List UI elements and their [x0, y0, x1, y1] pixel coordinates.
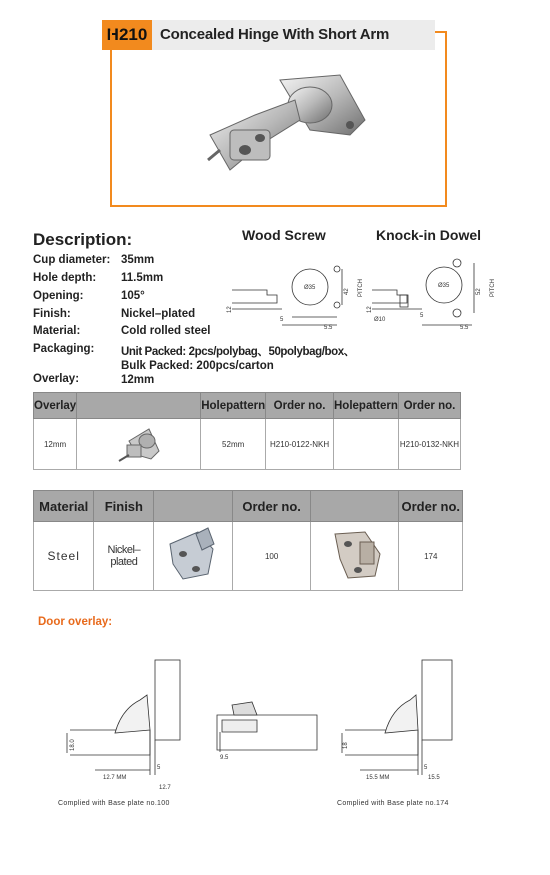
- dim-label: 5.5: [324, 325, 333, 331]
- order-table-overlay: [33, 392, 461, 470]
- col-header: Overlay: [34, 393, 77, 419]
- col-header: Order no.: [398, 393, 460, 419]
- dim-label: Ø35: [438, 283, 450, 289]
- spec-label: Overlay:: [33, 373, 80, 385]
- dim-label: PITCH: [490, 279, 496, 297]
- order-table-baseplate: [33, 490, 463, 591]
- dim-label: Ø10: [374, 317, 386, 323]
- table-cell: Nickel–plated: [94, 522, 154, 591]
- col-header: Holepattern: [334, 393, 399, 419]
- spec-value: 11.5mm: [121, 272, 164, 284]
- caption-left: Complied with Base plate no.100: [58, 800, 170, 807]
- dim-label: 5: [424, 765, 428, 771]
- dim-label: 5.5: [460, 325, 469, 331]
- dim-label: 5: [280, 317, 284, 323]
- overlay-drawing-left: [55, 655, 190, 795]
- dim-label: 12.7: [159, 785, 171, 791]
- knock-in-title: Knock-in Dowel: [376, 227, 482, 243]
- table-cell: [334, 419, 399, 470]
- col-header: Finish: [94, 491, 154, 522]
- dim-label: 12.7 MM: [103, 775, 127, 781]
- col-header: Material: [34, 491, 94, 522]
- col-header: [77, 393, 201, 419]
- baseplate-100-image: [158, 524, 228, 584]
- spec-value: 105°: [121, 290, 145, 302]
- dim-label: 5: [420, 313, 424, 319]
- table-cell: 100: [232, 522, 311, 591]
- table-row: [34, 419, 461, 470]
- table-cell: 12mm: [34, 419, 77, 470]
- col-header: Order no.: [266, 393, 334, 419]
- col-header: [311, 491, 399, 522]
- baseplate-100-cell: [154, 522, 233, 591]
- hinge-thumbnail: [109, 421, 169, 465]
- dim-label: 9.5: [220, 755, 229, 761]
- hinge-thumbnail-cell: [77, 419, 201, 470]
- table-row: [34, 522, 463, 591]
- table-cell: H210-0122-NKH: [266, 419, 334, 470]
- col-header: Order no.: [232, 491, 311, 522]
- table-cell: Steel: [34, 522, 94, 591]
- spec-value: 12mm: [121, 374, 155, 386]
- dim-label: 15.5: [428, 775, 440, 781]
- col-header: Order no.: [399, 491, 463, 522]
- table-cell: H210-0132-NKH: [398, 419, 460, 470]
- spec-value: Cold rolled steel: [121, 325, 211, 337]
- spec-label: Material:: [33, 325, 81, 337]
- dim-label: 18: [343, 742, 349, 749]
- spec-label: Hole depth:: [33, 272, 97, 284]
- wood-screw-title: Wood Screw: [242, 227, 326, 243]
- product-code: H210: [102, 20, 152, 50]
- baseplate-174-image: [320, 524, 390, 584]
- spec-value: 35mm: [121, 254, 155, 266]
- description-title: Description:: [33, 230, 133, 249]
- table-cell: 52mm: [201, 419, 266, 470]
- spec-label: Opening:: [33, 290, 84, 302]
- baseplate-174-cell: [311, 522, 399, 591]
- spec-label: Finish:: [33, 308, 71, 320]
- dim-label: 18.0: [70, 739, 76, 751]
- dim-label: 12: [367, 306, 373, 313]
- overlay-drawing-right: [330, 655, 465, 795]
- spec-value: Bulk Packed: 200pcs/carton: [121, 360, 274, 372]
- wood-screw-drawing: [222, 255, 364, 335]
- spec-label: Packaging:: [33, 343, 95, 355]
- hinge-photo: [200, 60, 370, 190]
- overlay-drawing-middle: [212, 690, 322, 765]
- caption-right: Complied with Base plate no.174: [337, 800, 449, 807]
- dim-label: 12: [227, 306, 233, 313]
- knock-in-drawing: [362, 255, 497, 335]
- product-title: Concealed Hinge With Short Arm: [160, 26, 390, 43]
- dim-label: 52: [476, 288, 482, 295]
- dim-label: 5: [157, 765, 161, 771]
- col-header: [154, 491, 233, 522]
- door-overlay-title: Door overlay:: [38, 616, 113, 628]
- spec-value: Nickel–plated: [121, 308, 196, 320]
- table-cell: 174: [399, 522, 463, 591]
- spec-value: Unit Packed: 2pcs/polybag、50polybag/box、: [121, 346, 355, 358]
- dim-label: PITCH: [358, 279, 364, 297]
- col-header: Holepattern: [201, 393, 266, 419]
- frame-corner: [435, 31, 447, 33]
- dim-label: 42: [344, 288, 350, 295]
- dim-label: Ø35: [304, 285, 316, 291]
- dim-label: 15.5 MM: [366, 775, 390, 781]
- spec-label: Cup diameter:: [33, 254, 111, 266]
